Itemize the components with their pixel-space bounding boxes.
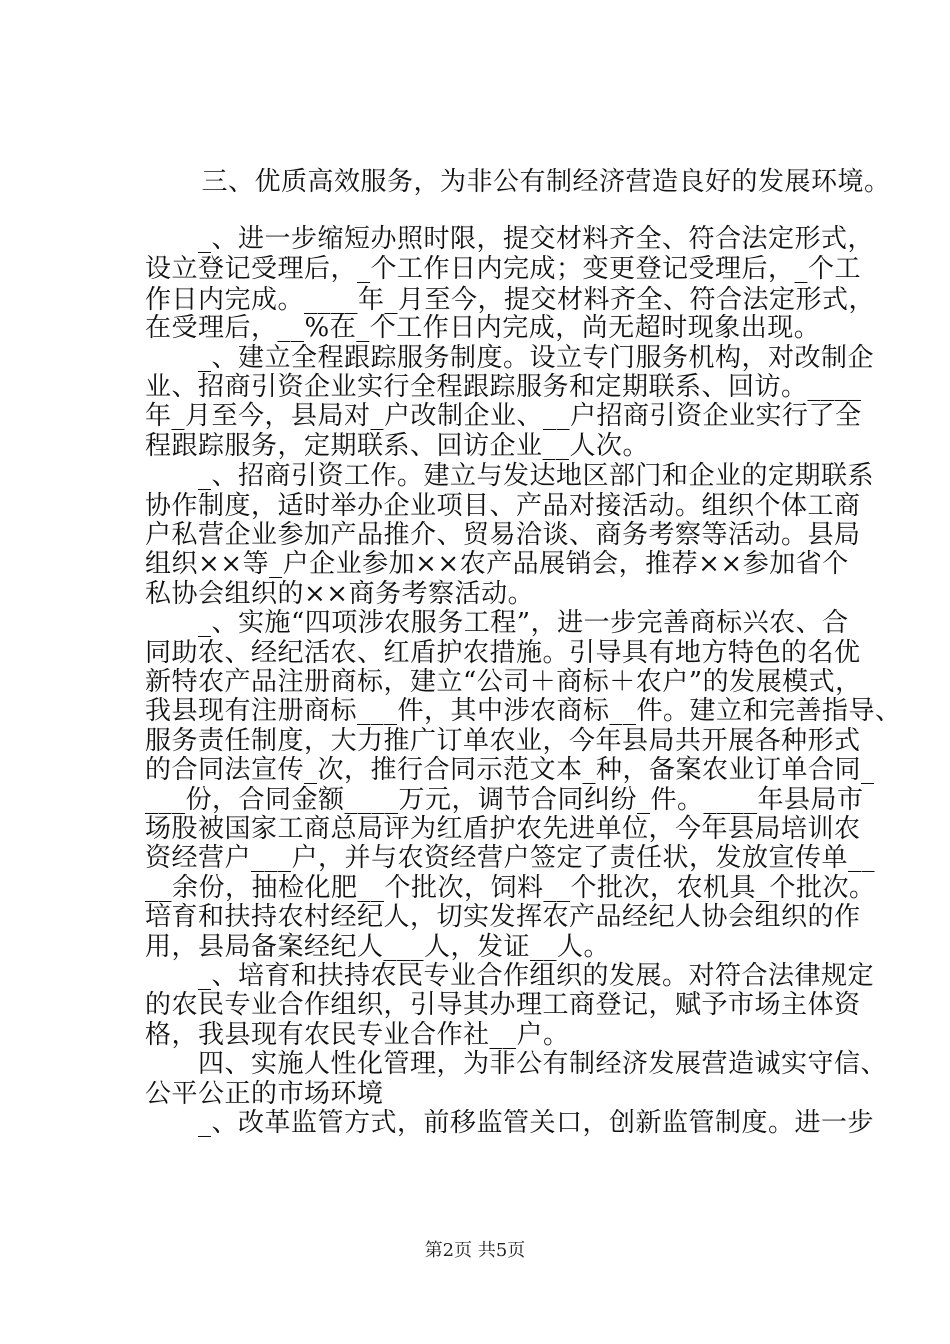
paragraph-line: 业、招商引资企业实行全程跟踪服务和定期联系、回访。____	[145, 372, 862, 402]
paragraph-line: 的农民专业合作组织，引导其办理工商登记，赋予市场主体资	[145, 990, 861, 1020]
paragraph-line: 在受理后，__%在_个工作日内完成，尚无超时现象出现。	[145, 313, 821, 343]
section-heading-4: 四、实施人性化管理，为非公有制经济发展营造诚实守信、	[145, 1049, 888, 1079]
paragraph-line: 新特农产品注册商标，建立“公司＋商标＋农户”的发展模式，	[145, 667, 862, 697]
paragraph-line: _、建立全程跟踪服务制度。设立专门服务机构，对改制企	[145, 343, 875, 373]
paragraph-line: 设立登记受理后，_个工作日内完成；变更登记受理后，_个工	[145, 254, 862, 284]
paragraph-line: 私协会组织的××商务考察活动。	[145, 579, 535, 609]
paragraph-line: ___份，合同金额____万元，调节合同纠纷_件。____年县局市	[145, 785, 864, 815]
paragraph-line: 程跟踪服务，定期联系、回访企业__人次。	[145, 431, 650, 461]
paragraph-line: _、培育和扶持农民专业合作组织的发展。对符合法律规定	[145, 961, 875, 991]
paragraph-line: 户私营企业参加产品推介、贸易洽谈、商务考察等活动。县局	[145, 520, 861, 550]
paragraph-line: 我县现有注册商标___件，其中涉农商标__件。建立和完善指导、	[145, 696, 902, 726]
paragraph-line: _、改革监管方式，前移监管关口，创新监管制度。进一步	[145, 1108, 875, 1138]
paragraph-line: 的合同法宣传_次，推行合同示范文本_种，备案农业订单合同_	[145, 755, 875, 785]
paragraph-line: 组织××等_户企业参加××农产品展销会，推荐××参加省个	[145, 549, 849, 579]
paragraph-line: 资经营户___户，并与农资经营户签定了责任状，发放宣传单__	[145, 843, 876, 873]
paragraph-line: __余份，抽检化肥__个批次，饲料__个批次，农机具_个批次。	[145, 873, 876, 903]
paragraph-line: _、实施“四项涉农服务工程”，进一步完善商标兴农、合	[145, 608, 849, 638]
paragraph-line: 年_月至今，县局对_户改制企业、__户招商引资企业实行了全	[145, 401, 862, 431]
section-heading-4-continued: 公平公正的市场环境	[145, 1079, 384, 1109]
paragraph-line: _、招商引资工作。建立与发达地区部门和企业的定期联系	[145, 461, 875, 491]
section-heading-3: 三、优质高效服务，为非公有制经济营造良好的发展环境。	[175, 167, 891, 197]
paragraph-line: 用，县局备案经纪人___人，发证__人。	[145, 932, 611, 962]
paragraph-line: 作日内完成。____年_月至今，提交材料齐全、符合法定形式，	[145, 285, 876, 315]
paragraph-line: 培育和扶持农村经纪人，切实发挥农产品经纪人协会组织的作	[145, 902, 861, 932]
paragraph-line: 协作制度，适时举办企业项目、产品对接活动。组织个体工商	[145, 491, 861, 521]
paragraph-line: 服务责任制度，大力推广订单农业，今年县局共开展各种形式	[145, 726, 861, 756]
paragraph-line: 场股被国家工商总局评为红盾护农先进单位，今年县局培训农	[145, 814, 861, 844]
paragraph-line: 同助农、经纪活农、红盾护农措施。引导具有地方特色的名优	[145, 638, 861, 668]
paragraph-line: 格，我县现有农民专业合作社__户。	[145, 1020, 570, 1050]
page-number-footer: 第2页 共5页	[424, 1240, 526, 1261]
paragraph-line: _、进一步缩短办照时限，提交材料齐全、符合法定形式，	[145, 224, 875, 254]
